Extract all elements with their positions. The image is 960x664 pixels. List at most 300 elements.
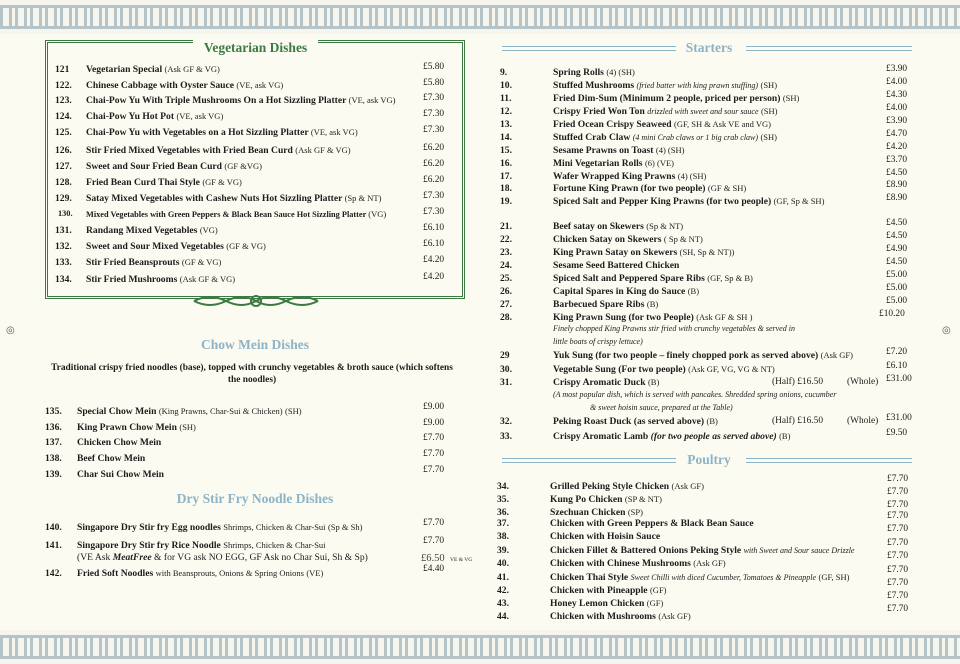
item-number: 19. [500,196,512,207]
item-name-text: Spiced Salt and Peppered Spare Ribs [553,273,705,284]
item-price: £5.80 [423,62,445,72]
item-price: £8.90 [886,180,908,190]
item-name-text: Vegetable Sung (For two people) [553,364,686,375]
item-price: £7.70 [887,591,909,601]
item-number: 26. [500,286,512,297]
item-name-text: Spiced Salt and Pepper King Prawns (for two people) [553,196,772,207]
item-name [77,568,323,579]
item-name-text: Wafer Wrapped King Prawns [553,171,676,182]
item-price: £3.90 [886,116,908,126]
item-number: 44. [497,611,509,622]
item-dietary-note: ( Sp & NT) [663,234,703,244]
item-number: 37. [497,518,509,529]
item-number: 138. [45,453,62,464]
item-name [553,171,706,182]
item-name [553,416,718,427]
item-whole-label: (Whole) [847,416,879,426]
item-name-text: Spring Rolls [553,67,604,78]
item-dietary-note: (Ask GF, VG, VG & NT) [688,364,775,374]
item-dietary-note: with Beansprouts, Onions & Spring Onions [155,568,304,578]
chow-mein-description: Traditional crispy fried noodles (base), topped with crunchy vegetables & broth sauce (which softens the noodles) [51,363,453,385]
item-price: £4.20 [423,255,445,265]
item-number: 42. [497,585,509,596]
item-name [550,558,726,569]
item-name-text: Special Chow Mein [77,406,157,417]
item-name-rest: Rice Noodle [169,540,221,551]
item-name [553,80,777,91]
item-number: 16. [500,158,512,169]
item-number: 128. [55,177,72,188]
item-price: £4.30 [886,90,908,100]
item-description: (4 mini Crab claws or 1 big crab claw) [632,133,759,142]
item-name [553,132,777,143]
item-price: £7.70 [887,487,909,497]
item-number: 21. [500,221,512,232]
item-name-text: Vegetarian Special [86,64,163,75]
item-dietary-note: (VG) [368,209,387,219]
item-dietary-note: (SH, Sp & NT)) [679,247,735,257]
item-name-text: Stir Fried Beansprouts [86,257,180,268]
item-description: (fried batter with king prawn stuffing) [636,81,759,90]
item-price: £7.20 [886,347,908,357]
item-name-text: Chicken Satay on Skewers [553,234,662,245]
item-name-text: Chai-Pow Yu with Vegetables on a Hot Sizzling Platter [86,127,309,138]
item-name-text: Stuffed Crab Claw [553,132,631,143]
item-name-text: Grilled Peking Style Chicken [550,481,670,492]
item-name [86,241,266,252]
item-name [86,257,221,268]
item-price: £7.30 [423,207,445,217]
item-name [553,260,679,271]
item-name-text: Stir Fried Mixed Vegetables with Fried Bean Curd [86,145,293,156]
bottom-border-pattern [0,630,960,664]
item-name [553,183,746,194]
item-name [86,111,223,122]
item-price: £4.50 [886,231,908,241]
item-name-text: King Prawn Sung (for two People) [553,312,694,323]
item-price: £5.00 [886,270,908,280]
starters-rule-right [746,46,912,51]
item-number: 11. [500,93,512,104]
item-number: 35. [497,494,509,505]
item-price: £6.20 [423,175,445,185]
item-name [77,406,302,417]
item-name [553,247,734,258]
item-name [553,106,777,117]
item-name-text: Sesame Seed Battered Chicken [553,260,680,271]
item-dietary-note: (Ask GF) [658,611,691,621]
poultry-rule-left [502,458,676,463]
poultry-title: Poultry [687,452,731,467]
item-number: 134. [55,274,72,285]
item-name-text: Mixed Vegetables with Green Peppers & Black Bean Sauce Hot Sizzling Platter [86,210,367,219]
item-price: £7.70 [887,500,909,510]
item-141-note [77,552,368,563]
item-name [86,177,242,188]
item-dietary-note: (B) [647,377,660,387]
item-number: 139. [45,469,62,480]
item-price: £5.00 [886,283,908,293]
item-number: 121 [55,64,70,75]
item-number: 9. [500,67,508,78]
item-name [550,572,849,583]
item-name-text: Beef Chow Mein [77,453,146,464]
item-name-text: Sweet and Sour Mixed Vegetables [86,241,224,252]
item-name [553,299,658,310]
item-price: £7.70 [887,511,909,521]
item-dietary-note: (SH) [179,422,196,432]
item-dietary-note: (GF) [646,598,664,608]
item-price: £5.80 [423,78,445,88]
item-price: £7.70 [423,433,445,443]
item-number: 27. [500,299,512,310]
item-name [550,518,754,529]
item-name [550,611,691,622]
item-name [77,437,161,448]
item-price: £9.50 [886,428,908,438]
item-name-text: Peking Roast Duck (as served above) [553,416,705,427]
item-number: 124. [55,111,72,122]
item-price: £4.50 [886,168,908,178]
item-price: £7.70 [887,604,909,614]
item-dietary-note: (B) [779,431,791,441]
item-dietary-note: (GF, Sp & B) [707,273,753,283]
item-number: 40. [497,558,509,569]
chow-mein-title: Chow Mein Dishes [200,337,309,352]
item-name [553,286,699,297]
item-name [550,494,662,505]
item-dietary-note: (Sp & NT) [344,193,382,203]
item-number: 13. [500,119,512,130]
item-name [86,80,283,91]
item-name [86,95,395,106]
item-number: 132. [55,241,72,252]
item-name-text: Chicken with Hoisin Sauce [550,531,661,542]
item-whole-label: (Whole) [847,377,879,387]
item-name-text: Crispy Aromatic Duck [553,377,646,388]
item-name [86,145,351,156]
item-dietary-note: (Ask GF) [693,558,726,568]
item-name-text: Sweet and Sour Fried Bean Curd [86,161,223,172]
item-name [86,64,220,75]
item-name-text: Yuk Sung (for two people – finely chopped pork as served above) [553,350,819,361]
item-price: £7.70 [887,524,909,534]
item-dietary-note: (Sp & NT) [646,221,684,231]
item-name-text: Fried Dim-Sum (Minimum 2 people, priced per person) [553,93,781,104]
starters-title: Starters [685,40,733,55]
item-dietary-note: (4) (SH) [606,67,635,77]
item-name [77,422,196,433]
item-number: 140. [45,522,62,533]
item-dietary-note: (VE, ask VG) [176,111,224,121]
item-number: 136. [45,422,62,433]
item-dietary-note: (GF & SH) [707,183,747,193]
poultry-rule-right [746,458,912,463]
item-number: 14. [500,132,512,143]
item-number: 41. [497,572,509,583]
item-number: 34. [497,481,509,492]
item-name-text: Chicken with Chinese Mushrooms [550,558,691,569]
item-price: £7.70 [887,578,909,588]
item-name [86,127,358,138]
item-name-text: Kung Po Chicken [550,494,623,505]
item-name [86,209,386,219]
item-name [77,540,326,551]
item-dietary-note: (SP & NT) [624,494,662,504]
item-dietary-note: (GF) [649,585,667,595]
item-number: 17. [500,171,512,182]
item-name [550,545,854,556]
item-name [553,431,790,442]
item-name-text: Chicken Fillet & Battered Onions Peking Style [550,545,742,556]
ornament-divider-icon [190,291,322,311]
item-dietary-note: (GF, SH & Ask VE and VG) [673,119,771,129]
item-price: £7.70 [423,465,445,475]
item-name-text: Fried Ocean Crispy Seaweed [553,119,672,130]
item-name-text: Fried Bean Curd Thai Style [86,177,200,188]
item-number: 141. [45,540,62,551]
item-description: with Sweet and Sour sauce Drizzle [743,546,855,555]
item-name [553,312,752,323]
item-name [77,522,362,533]
item-price: £4.00 [886,103,908,113]
item-dietary-note: (6) (VE) [644,158,674,168]
item-name-text: Beef satay on Skewers [553,221,644,232]
dry-stir-fry-title: Dry Stir Fry Noodle Dishes [176,491,334,506]
item-price: £6.10 [423,223,445,233]
item-price: £31.00 [886,374,912,384]
item-28-description-line2: little boats of crispy lettuce) [553,337,643,346]
item-price: £3.70 [886,155,908,165]
item-price: £7.30 [423,93,445,103]
item-name [553,93,799,104]
top-border-pattern [0,0,960,34]
item-number: 123. [55,95,72,106]
item-name-text: Randang Mixed Vegetables [86,225,198,236]
item-number: 18. [500,183,512,194]
item-name-text: Mini Vegetarian Rolls [553,158,643,169]
item-description: drizzled with sweet and sour sauce [647,107,759,116]
item-dietary-note: (SH) [760,80,778,90]
item-name-text: Chicken with Green Peppers & Black Bean Sauce [550,518,754,529]
item-name [553,221,683,232]
item-dietary-note: (4) (SH) [677,171,707,181]
item-name [553,364,775,375]
item-name [553,158,674,169]
item-number: 129. [55,193,72,204]
item-name-text: Capital Spares in King do Sauce [553,286,686,297]
item-number: 33. [500,431,512,442]
item-number: 131. [55,225,72,236]
item-name-rest: Egg noodles [169,522,221,533]
item-number: 25. [500,273,512,284]
item-price: £4.50 [886,218,908,228]
item-dietary-note: (GF & VG) [202,177,242,187]
item-dietary-note: Shrimps, Chicken & Char-Sui [223,540,326,550]
item-dietary-note: (GF, SH) [818,572,850,582]
item-31-description-line1: (A most popular dish, which is served with pancakes. Shredded spring onions, cucumber [553,390,837,399]
item-number: 125. [55,127,72,138]
item-price: £4.20 [423,272,445,282]
item-number: 31. [500,377,512,388]
item-name [553,145,684,156]
item-name [553,196,824,207]
item-price: £7.70 [887,474,909,484]
item-name [77,453,145,464]
item-number: 32. [500,416,512,427]
item-name-text: Stuffed Mushrooms [553,80,635,91]
item-price: £6.10 [423,239,445,249]
item-name-text: Barbecued Spare Ribs [553,299,645,310]
item-number: 29 [500,350,510,361]
item-price: £10.20 [879,309,905,319]
item-name-text: Fortune King Prawn (for two people) [553,183,706,194]
item-number: 126. [55,145,72,156]
item-price: £7.70 [887,565,909,575]
item-number: 10. [500,80,512,91]
item-price: £9.00 [423,418,445,428]
item-number: 130. [58,209,73,218]
item-141-note-b: MeatFree [112,552,152,563]
item-dietary-note: (GF & VG) [181,257,222,267]
item-price: £7.70 [423,518,445,528]
item-dietary-note: (Ask GF & VG) [179,274,236,284]
item-dietary-note: (Ask GF & VG) [164,64,220,74]
item-number: 12. [500,106,512,117]
item-141-price2-tag: VE & VG [450,557,473,563]
item-dietary-note: (Ask GF) [671,481,704,491]
item-dietary-note: (VE, ask VG) [236,80,284,90]
item-number: 122. [55,80,72,91]
item-31-description-line2: & sweet hoisin sauce, prepared at the Table) [590,403,733,412]
item-dietary-note: (King Prawns, Char-Sui & Chicken) [158,406,283,416]
item-price: £6.20 [423,143,445,153]
item-dietary-note: (B) [687,286,700,296]
item-name [553,273,753,284]
item-name-text: Szechuan Chicken [550,507,626,518]
item-price: £4.40 [423,564,445,574]
item-name-text: Honey Lemon Chicken [550,598,645,609]
item-141-price2: £6.50 [421,553,445,564]
item-dietary-tag: (Sp & Sh) [327,522,363,532]
item-name-text: Stir Fried Mushrooms [86,274,178,285]
item-half-price: (Half) £16.50 [772,416,824,426]
item-dietary-note: (VE, ask VG) [310,127,358,137]
item-name [550,585,667,596]
item-name [550,481,704,492]
item-number: 22. [500,234,512,245]
item-number: 28. [500,312,512,323]
item-dietary-note: (GF & VG) [226,241,266,251]
item-price: £6.20 [423,159,445,169]
item-price: £4.50 [886,257,908,267]
item-number: 137. [45,437,62,448]
item-name-text: King Prawn Satay on Skewers [553,247,678,258]
item-name-text: Fried Soft Noodles [77,568,154,579]
item-number: 133. [55,257,72,268]
item-dietary-note: (VG) [199,225,218,235]
item-price: £4.70 [886,129,908,139]
starters-rule-left [502,46,676,51]
item-28-description-line1: Finely chopped King Prawns stir fried with crunchy vegetables & served in [553,324,795,333]
item-name [553,234,703,245]
item-price: £31.00 [886,413,912,423]
item-price: £3.90 [886,64,908,74]
item-name [553,350,853,361]
item-dietary-note: (B) [646,299,659,309]
item-name [553,119,771,130]
item-name-text: Satay Mixed Vegetables with Cashew Nuts Hot Sizzling Platter [86,193,343,204]
item-name-prefix: Singapore [77,540,121,551]
item-number: 36. [497,507,509,518]
item-name-text: Char Sui Chow Mein [77,469,164,480]
item-name-text: Chicken with Pineapple [550,585,648,596]
item-number: 23. [500,247,512,258]
item-name [550,507,643,518]
item-name [86,274,235,285]
item-half-price: (Half) £16.50 [772,377,824,387]
item-price: £7.70 [887,538,909,548]
item-dietary-note: (SH) [760,106,778,116]
item-price: £9.00 [423,402,445,412]
item-price: £7.70 [423,449,445,459]
item-number: 30. [500,364,512,375]
item-description: Sweet Chilli with diced Cucumber, Tomatoes & Pineapple [630,573,817,582]
item-name-text: Chicken Chow Mein [77,437,162,448]
item-name-text: Chai-Pow Yu Hot Pot [86,111,175,122]
item-name [550,598,663,609]
item-dietary-note: (GF, Sp & SH) [773,196,825,206]
item-name [86,193,381,204]
item-dietary-note: (SH) [782,93,800,103]
item-name-text: King Prawn Chow Mein [77,422,177,433]
item-name-text: Chinese Cabbage with Oyster Sauce [86,80,234,91]
item-price: £7.70 [887,551,909,561]
item-name-bold: Dry Stir fry [120,522,170,533]
item-price: £7.70 [423,536,445,546]
item-name-text: Chicken Thai Style [550,572,629,583]
item-dietary-note: (Ask GF & SH ) [696,312,753,322]
item-price: £4.00 [886,77,908,87]
binder-hole-icon: ◎ [942,325,951,336]
item-name [553,67,635,78]
item-price: £5.00 [886,296,908,306]
item-price: £8.90 [886,193,908,203]
item-number: 15. [500,145,512,156]
item-name [553,377,659,388]
item-dietary-note: (4) (SH) [655,145,685,155]
item-name-italic: (for two people as served above) [650,431,777,442]
item-price: £4.20 [886,142,908,152]
item-price: £7.30 [423,109,445,119]
item-141-note-c: & for VG ask NO EGG, GF Ask no Char Sui, Sh & Sp) [151,552,368,563]
item-name [550,531,660,542]
item-dietary-note: (B) [706,416,718,426]
item-name-prefix: Singapore [77,522,121,533]
item-name-text: Crispy Fried Won Ton [553,106,645,117]
item-name [86,161,262,172]
item-number: 24. [500,260,512,271]
item-number: 38. [497,531,509,542]
item-dietary-note: (GF &VG) [224,161,262,171]
item-name-text: Chai-Pow Yu With Triple Mushrooms On a Hot Sizzling Platter [86,95,347,106]
item-price: £6.10 [886,361,908,371]
vegetarian-title: Vegetarian Dishes [193,40,318,56]
item-number: 43. [497,598,509,609]
item-dietary-note: (Ask GF & VG) [295,145,351,155]
item-number: 39. [497,545,509,556]
item-name [86,225,218,236]
